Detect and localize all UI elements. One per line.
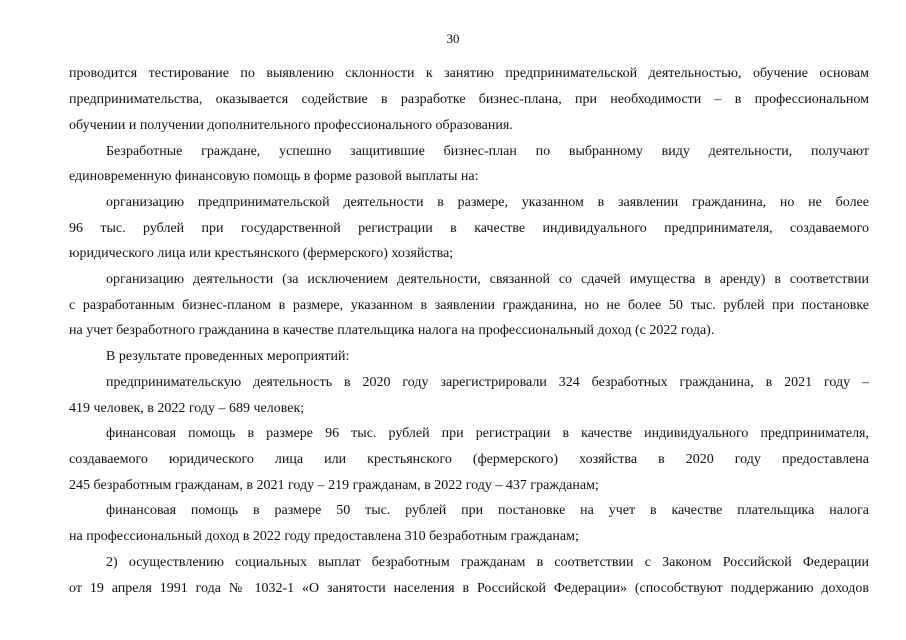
text-line: единовременную финансовую помощь в форме разовой выплаты на: [69, 169, 479, 184]
text-line: создаваемого юридического лица или крестьянского (фермерского) хозяйства в 2020 году предоставлена [69, 452, 869, 467]
text-line: юридического лица или крестьянского (фермерского) хозяйства; [69, 246, 454, 261]
text-line: организацию деятельности (за исключением деятельности, связанной со сдачей имущества в аренду) в соответствии [106, 272, 869, 287]
text-line: 96 тыс. рублей при государственной регистрации в качестве индивидуального предпринимателя, создаваемого [69, 221, 869, 236]
text-line: финансовая помощь в размере 50 тыс. рублей при постановке на учет в качестве плательщика налога [106, 503, 869, 518]
text-line: обучении и получении дополнительного профессионального образования. [69, 118, 513, 133]
text-line: 2) осуществлению социальных выплат безработным гражданам в соответствии с Законом Российской Федерации [106, 555, 869, 570]
text-line: на профессиональный доход в 2022 году предоставлена 310 безработным гражданам; [69, 529, 579, 544]
page-number: 30 [446, 31, 460, 46]
text-line: 419 человек, в 2022 году – 689 человек; [69, 401, 305, 416]
text-line: В результате проведенных мероприятий: [106, 349, 350, 364]
text-line: на учет безработного гражданина в качестве плательщика налога на профессиональный доход (с 2022 года). [69, 323, 715, 338]
text-line: финансовая помощь в размере 96 тыс. рублей при регистрации в качестве индивидуального предпринимателя, [106, 426, 869, 441]
text-line: предпринимательства, оказывается содействие в разработке бизнес-плана, при необходимости – в профессиональном [69, 92, 869, 107]
text-line: 245 безработным гражданам, в 2021 году – 219 гражданам, в 2022 году – 437 гражданам; [69, 478, 599, 493]
text-line: от 19 апреля 1991 года № 1032-1 «О занятости населения в Российской Федерации» (способствуют поддержанию доходов [69, 581, 869, 596]
text-line: организацию предпринимательской деятельности в размере, указанном в заявлении гражданина, но не более [106, 195, 869, 210]
text-line: Безработные граждане, успешно защитившие бизнес-план по выбранному виду деятельности, получают [106, 144, 869, 159]
text-line: с разработанным бизнес-планом в размере, указанном в заявлении гражданина, но не более 50 тыс. рублей при постановке [69, 298, 869, 313]
text-line: предпринимательскую деятельность в 2020 году зарегистрировали 324 безработных гражданина, в 2021 году – [106, 375, 869, 390]
text-line: проводится тестирование по выявлению склонности к занятию предпринимательской деятельностью, обучение основам [69, 66, 869, 81]
